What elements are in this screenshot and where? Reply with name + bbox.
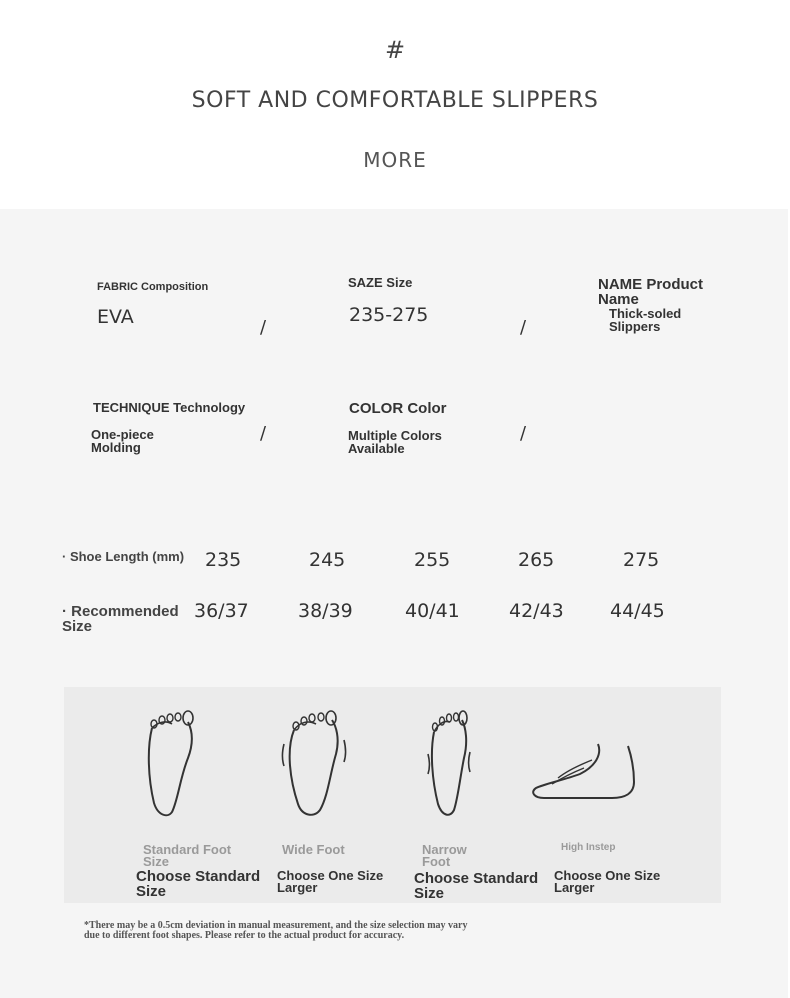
foot-type-caption: Narrow Foot: [422, 842, 467, 869]
wide-foot-icon: [280, 708, 350, 822]
color-label: COLOR Color: [349, 400, 447, 417]
separator: /: [260, 423, 267, 444]
recommended-size-label: · Recommended Size: [62, 603, 179, 635]
measurement-note: *There may be a 0.5cm deviation in manual measurement, and the size selection may vary due to different foot shapes. Please refer to the actual product for accuracy.: [84, 920, 468, 941]
length-value: 245: [309, 549, 346, 571]
size-value: 38/39: [298, 600, 353, 622]
size-value: 42/43: [509, 600, 564, 622]
foot-type-caption: Wide Foot: [282, 842, 345, 857]
separator: /: [520, 423, 527, 444]
color-value: Multiple Colors Available: [348, 428, 442, 456]
separator: /: [520, 317, 527, 338]
foot-type-caption: High Instep: [561, 842, 616, 853]
name-value: Thick-soled Slippers: [609, 306, 682, 334]
size-value: 44/45: [610, 600, 665, 622]
length-value: 265: [518, 549, 555, 571]
technique-value: One-piece Molding: [91, 427, 154, 455]
fabric-value: EVA: [97, 306, 134, 328]
high-instep-icon: [528, 738, 640, 802]
foot-type-caption: Standard Foot Size: [143, 842, 232, 869]
size-advice: Choose One Size Larger: [554, 868, 661, 895]
size-advice: Choose One Size Larger: [277, 868, 384, 895]
size-label: SAZE Size: [348, 275, 413, 290]
size-value: 40/41: [405, 600, 460, 622]
technique-label: TECHNIQUE Technology: [93, 400, 246, 415]
length-value: 235: [205, 549, 242, 571]
standard-foot-icon: [140, 708, 204, 822]
size-advice: Choose Standard Size: [136, 868, 261, 900]
page-title: SOFT AND COMFORTABLE SLIPPERS: [191, 88, 599, 113]
hash-symbol: #: [384, 36, 406, 64]
shoe-length-label: · Shoe Length (mm): [62, 549, 185, 564]
name-label: NAME Product Name: [598, 276, 703, 308]
size-advice: Choose Standard Size: [414, 870, 539, 902]
more-link[interactable]: MORE: [363, 148, 427, 172]
fabric-label: FABRIC Composition: [97, 281, 209, 293]
narrow-foot-icon: [420, 708, 478, 822]
size-value: 36/37: [194, 600, 249, 622]
size-value: 235-275: [349, 304, 429, 326]
length-value: 255: [414, 549, 451, 571]
length-value: 275: [623, 549, 660, 571]
separator: /: [260, 317, 267, 338]
